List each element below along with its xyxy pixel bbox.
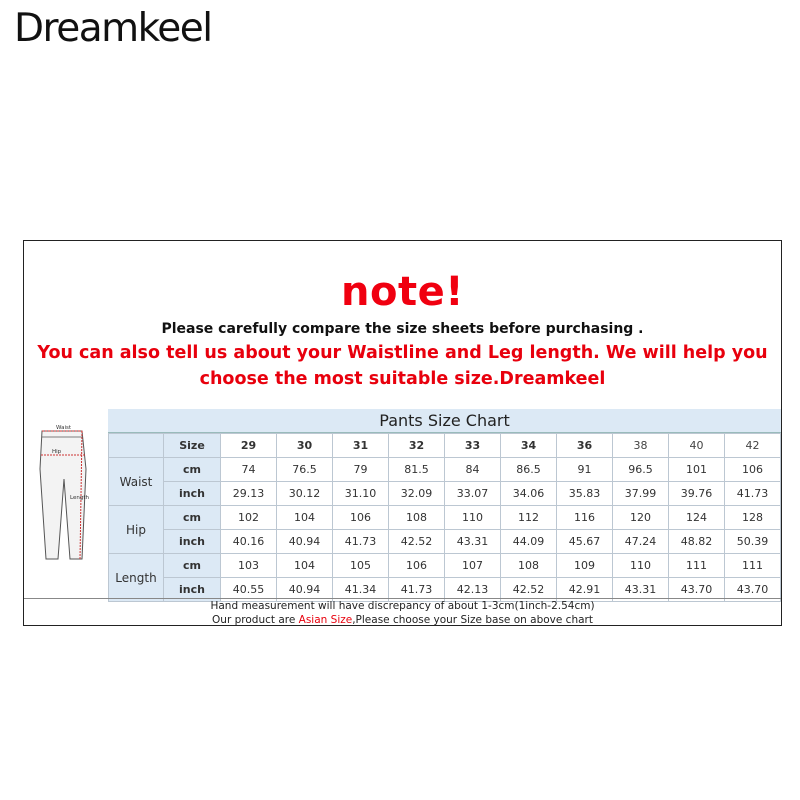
value-cell: 43.31 — [445, 530, 501, 554]
size-table — [108, 433, 781, 602]
value-cell: 43.70 — [669, 578, 725, 602]
pants-diagram — [24, 409, 109, 598]
value-cell: 39.76 — [669, 482, 725, 506]
table-row — [109, 530, 781, 554]
value-cell: 43.70 — [725, 578, 781, 602]
value-cell: 42.91 — [557, 578, 613, 602]
row-group-waist: Waist — [109, 458, 164, 506]
unit-cell: cm — [164, 458, 221, 482]
value-cell: 43.31 — [613, 578, 669, 602]
row-group-hip: Hip — [109, 506, 164, 554]
value-cell: 108 — [389, 506, 445, 530]
value-cell: 74 — [221, 458, 277, 482]
note-help-line-1: You can also tell us about your Waistline and Leg length. We will help you — [37, 343, 768, 363]
value-cell: 124 — [669, 506, 725, 530]
value-cell: 79 — [333, 458, 389, 482]
size-chart-card — [23, 240, 782, 626]
value-cell: 48.82 — [669, 530, 725, 554]
value-cell: 110 — [445, 506, 501, 530]
table-row — [109, 458, 781, 482]
value-cell: 110 — [613, 554, 669, 578]
value-cell: 41.73 — [389, 578, 445, 602]
size-cell: 36 — [557, 434, 613, 458]
value-cell: 40.16 — [221, 530, 277, 554]
value-cell: 106 — [725, 458, 781, 482]
table-corner — [109, 434, 164, 458]
value-cell: 109 — [557, 554, 613, 578]
table-row — [109, 554, 781, 578]
footer-note — [24, 598, 781, 628]
value-cell: 40.94 — [277, 578, 333, 602]
value-cell: 42.52 — [501, 578, 557, 602]
size-cell: 31 — [333, 434, 389, 458]
value-cell: 45.67 — [557, 530, 613, 554]
unit-cell: inch — [164, 530, 221, 554]
table-header-row — [109, 434, 781, 458]
value-cell: 41.73 — [333, 530, 389, 554]
footer-line-2 — [24, 613, 781, 627]
value-cell: 116 — [557, 506, 613, 530]
footer-line-2-post: ,Please choose your Size base on above chart — [352, 614, 593, 626]
unit-cell: inch — [164, 482, 221, 506]
value-cell: 96.5 — [613, 458, 669, 482]
size-cell: 32 — [389, 434, 445, 458]
unit-cell: cm — [164, 554, 221, 578]
value-cell: 34.06 — [501, 482, 557, 506]
unit-cell: cm — [164, 506, 221, 530]
value-cell: 50.39 — [725, 530, 781, 554]
value-cell: 41.34 — [333, 578, 389, 602]
value-cell: 33.07 — [445, 482, 501, 506]
size-cell: 30 — [277, 434, 333, 458]
asian-size-highlight: Asian Size — [298, 614, 353, 626]
value-cell: 42.13 — [445, 578, 501, 602]
size-cell: 34 — [501, 434, 557, 458]
value-cell: 37.99 — [613, 482, 669, 506]
note-help-line-2: choose the most suitable size.Dreamkeel — [199, 369, 606, 389]
value-cell: 111 — [669, 554, 725, 578]
value-cell: 47.24 — [613, 530, 669, 554]
size-cell: 38 — [613, 434, 669, 458]
value-cell: 111 — [725, 554, 781, 578]
unit-cell: inch — [164, 578, 221, 602]
size-cell: 29 — [221, 434, 277, 458]
value-cell: 106 — [333, 506, 389, 530]
value-cell: 104 — [277, 554, 333, 578]
value-cell: 86.5 — [501, 458, 557, 482]
figure-label-waist: Waist — [56, 425, 72, 431]
value-cell: 32.09 — [389, 482, 445, 506]
size-cell: 40 — [669, 434, 725, 458]
size-header: Size — [164, 434, 221, 458]
value-cell: 84 — [445, 458, 501, 482]
value-cell: 106 — [389, 554, 445, 578]
footer-line-2-pre: Our product are — [212, 614, 299, 626]
value-cell: 81.5 — [389, 458, 445, 482]
value-cell: 41.73 — [725, 482, 781, 506]
size-cell: 42 — [725, 434, 781, 458]
size-cell: 33 — [445, 434, 501, 458]
value-cell: 42.52 — [389, 530, 445, 554]
value-cell: 107 — [445, 554, 501, 578]
value-cell: 44.09 — [501, 530, 557, 554]
value-cell: 112 — [501, 506, 557, 530]
note-title: note! — [341, 269, 464, 315]
figure-label-hip: Hip — [52, 449, 62, 455]
value-cell: 29.13 — [221, 482, 277, 506]
table-row — [109, 482, 781, 506]
pants-diagram-icon — [24, 409, 108, 598]
value-cell: 120 — [613, 506, 669, 530]
value-cell: 35.83 — [557, 482, 613, 506]
value-cell: 76.5 — [277, 458, 333, 482]
figure-label-length: Length — [70, 495, 89, 501]
value-cell: 105 — [333, 554, 389, 578]
table-row — [109, 506, 781, 530]
note-section — [24, 241, 781, 410]
value-cell: 31.10 — [333, 482, 389, 506]
value-cell: 104 — [277, 506, 333, 530]
row-group-length: Length — [109, 554, 164, 602]
brand-logo: Dreamkeel — [14, 6, 212, 51]
footer-line-1: Hand measurement will have discrepancy of about 1-3cm(1inch-2.54cm) — [210, 600, 595, 612]
note-instruction: Please carefully compare the size sheets before purchasing . — [161, 321, 644, 337]
value-cell: 91 — [557, 458, 613, 482]
value-cell: 40.55 — [221, 578, 277, 602]
chart-title: Pants Size Chart — [108, 409, 781, 433]
value-cell: 40.94 — [277, 530, 333, 554]
value-cell: 108 — [501, 554, 557, 578]
value-cell: 30.12 — [277, 482, 333, 506]
value-cell: 101 — [669, 458, 725, 482]
value-cell: 128 — [725, 506, 781, 530]
value-cell: 103 — [221, 554, 277, 578]
value-cell: 102 — [221, 506, 277, 530]
